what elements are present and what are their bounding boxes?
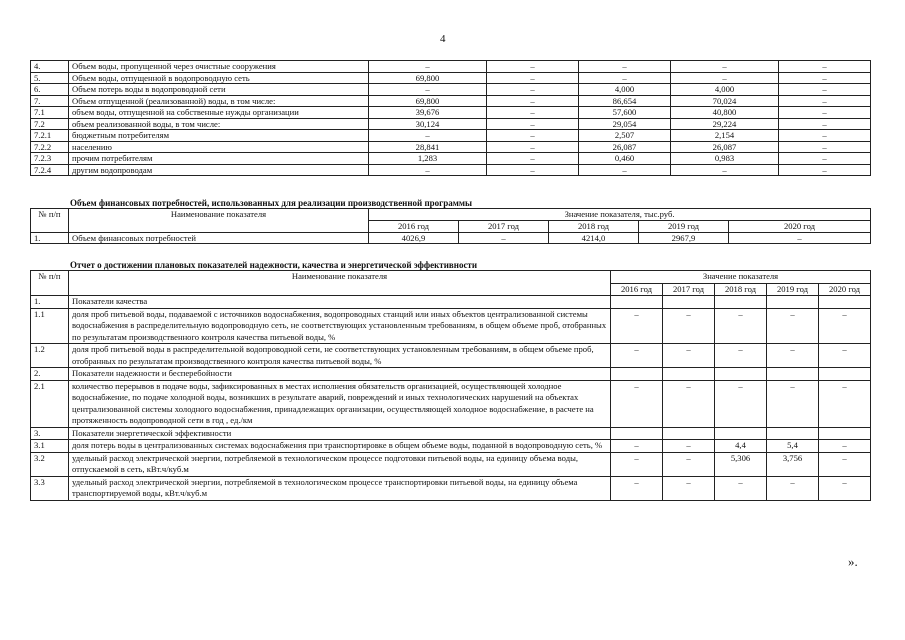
value-cell: 4,4 (715, 440, 767, 453)
row-number: 3.3 (31, 476, 69, 500)
report-year-header: 2020 год (819, 283, 871, 296)
value-cell: – (487, 72, 579, 84)
value-cell: – (663, 344, 715, 368)
value-cell (663, 296, 715, 309)
value-cell: 57,600 (579, 107, 671, 119)
report-year-header: 2016 год (611, 283, 663, 296)
row-name: населению (69, 141, 369, 153)
value-cell: – (663, 308, 715, 344)
row-number: 1.2 (31, 344, 69, 368)
row-name: Объем отпущенной (реализованной) воды, в том числе: (69, 95, 369, 107)
value-cell: 5,306 (715, 452, 767, 476)
report-year-header: 2018 год (715, 283, 767, 296)
value-cell: – (819, 476, 871, 500)
row-number: 1. (31, 232, 69, 244)
value-cell: 70,024 (671, 95, 779, 107)
table-row (31, 61, 871, 73)
row-number: 6. (31, 84, 69, 96)
value-cell: – (611, 452, 663, 476)
table-row (31, 141, 871, 153)
value-cell (663, 368, 715, 381)
value-cell: 28,841 (369, 141, 487, 153)
table-row (31, 476, 871, 500)
row-number: 3.2 (31, 452, 69, 476)
value-cell: – (779, 141, 871, 153)
value-cell: 4,000 (671, 84, 779, 96)
value-cell: – (671, 164, 779, 176)
table-row (31, 344, 871, 368)
table-row (31, 118, 871, 130)
finance-col-value: Значение показателя, тыс.руб. (369, 209, 871, 221)
row-number: 4. (31, 61, 69, 73)
value-cell: – (779, 153, 871, 165)
value-cell: 4,000 (579, 84, 671, 96)
report-year-header: 2019 год (767, 283, 819, 296)
table-row (31, 84, 871, 96)
value-cell: – (715, 344, 767, 368)
section-row (31, 427, 871, 440)
water-volume-table (30, 60, 871, 176)
row-number: 7.2 (31, 118, 69, 130)
finance-year-header: 2020 год (729, 221, 871, 233)
row-number: 1.1 (31, 308, 69, 344)
value-cell: 2967,9 (639, 232, 729, 244)
value-cell: – (663, 380, 715, 427)
value-cell: – (487, 130, 579, 142)
row-number: 3. (31, 427, 69, 440)
row-name: другим водопроводам (69, 164, 369, 176)
row-number: 7.2.4 (31, 164, 69, 176)
value-cell: – (671, 61, 779, 73)
value-cell: – (487, 141, 579, 153)
table-row (31, 452, 871, 476)
row-name: удельный расход электрической энергии, потребляемой в технологическом процессе подготовки питьевой воды, на единицу объема воды, отпускаемой в сеть, кВт.ч/куб.м (69, 452, 611, 476)
table-row (31, 153, 871, 165)
value-cell: – (487, 84, 579, 96)
section-name: Показатели энергетической эффективности (69, 427, 611, 440)
table-row (31, 440, 871, 453)
value-cell: 2,154 (671, 130, 779, 142)
table-row (31, 380, 871, 427)
row-name: Объем воды, пропущенной через очистные сооружения (69, 61, 369, 73)
section-row (31, 368, 871, 381)
value-cell: – (715, 380, 767, 427)
value-cell: – (779, 130, 871, 142)
row-name: удельный расход электрической энергии, потребляемой в технологическом процессе транспортировки питьевой воды, на единицу объема транспортируемой воды, кВт.ч/куб.м (69, 476, 611, 500)
finance-year-header: 2016 год (369, 221, 459, 233)
value-cell (611, 368, 663, 381)
value-cell: 26,087 (579, 141, 671, 153)
value-cell: 86,654 (579, 95, 671, 107)
row-name: доля проб питьевой воды, подаваемой с источников водоснабжения, водопроводных станций или иных объектов централизованной системы водоснабжения в распределительную водопроводную сеть, не соответствующих установленным требованиям, в общем объеме проб, отобранных по результатам производственного контроля качества питьевой воды, % (69, 308, 611, 344)
value-cell: 1,283 (369, 153, 487, 165)
finance-table (30, 208, 871, 244)
value-cell: – (767, 344, 819, 368)
value-cell: 4026,9 (369, 232, 459, 244)
value-cell: – (487, 164, 579, 176)
finance-title: Объем финансовых потребностей, использованных для реализации производственной программы (70, 198, 473, 208)
value-cell: 40,800 (671, 107, 779, 119)
value-cell: 2,507 (579, 130, 671, 142)
value-cell: – (671, 72, 779, 84)
value-cell: – (369, 130, 487, 142)
table-row (31, 72, 871, 84)
value-cell: – (611, 344, 663, 368)
value-cell: – (715, 476, 767, 500)
value-cell: – (579, 164, 671, 176)
finance-year-header: 2018 год (549, 221, 639, 233)
value-cell: 4214,0 (549, 232, 639, 244)
value-cell: – (369, 84, 487, 96)
value-cell: 39,676 (369, 107, 487, 119)
finance-col-num: № п/п (31, 209, 69, 233)
value-cell (767, 427, 819, 440)
finance-year-header: 2019 год (639, 221, 729, 233)
row-number: 5. (31, 72, 69, 84)
value-cell: 29,224 (671, 118, 779, 130)
table-row (31, 164, 871, 176)
value-cell: – (779, 61, 871, 73)
value-cell: – (487, 61, 579, 73)
value-cell: – (819, 452, 871, 476)
table-row (31, 308, 871, 344)
row-name: объем воды, отпущенной на собственные нужды организации (69, 107, 369, 119)
value-cell (767, 296, 819, 309)
indicators-table (30, 270, 871, 501)
value-cell: – (579, 72, 671, 84)
row-number: 3.1 (31, 440, 69, 453)
table-row (31, 107, 871, 119)
value-cell: – (779, 107, 871, 119)
row-name: прочим потребителям (69, 153, 369, 165)
value-cell (715, 427, 767, 440)
row-name: количество перерывов в подаче воды, зафиксированных в местах исполнения обязательств организацией, осуществляющей холодное водоснабжение, по подаче холодной воды, возникших в результате аварий, повреждений и иных технологических нарушений на объектах централизованной системы холодного водоснабжения, принадлежащих организации, осуществляющей холодное водоснабжение, в расчете на протяженность водопроводной сети в год , ед./км (69, 380, 611, 427)
value-cell: – (487, 107, 579, 119)
value-cell: 30,124 (369, 118, 487, 130)
value-cell: – (779, 95, 871, 107)
value-cell: – (767, 308, 819, 344)
value-cell: – (487, 118, 579, 130)
value-cell: – (819, 380, 871, 427)
value-cell: – (487, 95, 579, 107)
value-cell: – (487, 153, 579, 165)
table-row (31, 232, 871, 244)
finance-col-name: Наименование показателя (69, 209, 369, 233)
value-cell (819, 368, 871, 381)
value-cell: – (819, 308, 871, 344)
row-name: объем реализованной воды, в том числе: (69, 118, 369, 130)
value-cell: – (459, 232, 549, 244)
value-cell: 69,800 (369, 95, 487, 107)
value-cell: 5,4 (767, 440, 819, 453)
row-number: 7.1 (31, 107, 69, 119)
section-name: Показатели надежности и бесперебойности (69, 368, 611, 381)
value-cell: – (611, 380, 663, 427)
value-cell: – (779, 84, 871, 96)
row-number: 2. (31, 368, 69, 381)
report-year-header: 2017 год (663, 283, 715, 296)
section-row (31, 296, 871, 309)
value-cell (715, 368, 767, 381)
section-name: Показатели качества (69, 296, 611, 309)
table-row (31, 130, 871, 142)
value-cell: – (715, 308, 767, 344)
value-cell: 29,054 (579, 118, 671, 130)
value-cell (819, 427, 871, 440)
value-cell: – (729, 232, 871, 244)
value-cell: – (663, 476, 715, 500)
row-number: 2.1 (31, 380, 69, 427)
row-name: Объем потерь воды в водопроводной сети (69, 84, 369, 96)
row-name: Объем воды, отпущенной в водопроводную сеть (69, 72, 369, 84)
row-name: доля проб питьевой воды в распределительной водопроводной сети, не соответствующих установленным требованиям, в общем объеме проб, отобранных по результатам производственного контроля качества питьевой воды, % (69, 344, 611, 368)
value-cell: – (369, 164, 487, 176)
value-cell: – (779, 118, 871, 130)
value-cell: – (767, 380, 819, 427)
row-number: 7.2.1 (31, 130, 69, 142)
value-cell: – (819, 440, 871, 453)
row-name: бюджетным потребителям (69, 130, 369, 142)
value-cell: – (779, 72, 871, 84)
value-cell: 69,800 (369, 72, 487, 84)
value-cell: – (779, 164, 871, 176)
row-number: 1. (31, 296, 69, 309)
row-number: 7.2.2 (31, 141, 69, 153)
value-cell: – (767, 476, 819, 500)
value-cell: – (611, 308, 663, 344)
value-cell: – (819, 344, 871, 368)
row-number: 7. (31, 95, 69, 107)
report-col-num: № п/п (31, 271, 69, 296)
report-col-name: Наименование показателя (69, 271, 611, 296)
row-number: 7.2.3 (31, 153, 69, 165)
value-cell (819, 296, 871, 309)
value-cell: 26,087 (671, 141, 779, 153)
value-cell (767, 368, 819, 381)
row-name: доля потерь воды в централизованных системах водоснабжения при транспортировке в общем объеме воды, поданной в водопроводную сеть, % (69, 440, 611, 453)
value-cell (715, 296, 767, 309)
value-cell: – (369, 61, 487, 73)
value-cell: 0,983 (671, 153, 779, 165)
value-cell: – (663, 452, 715, 476)
page-number: 4 (440, 33, 446, 45)
row-name: Объем финансовых потребностей (69, 232, 369, 244)
value-cell: 0,460 (579, 153, 671, 165)
report-col-value: Значение показателя (611, 271, 871, 284)
value-cell: – (611, 476, 663, 500)
finance-year-header: 2017 год (459, 221, 549, 233)
value-cell (611, 427, 663, 440)
report-title: Отчет о достижении плановых показателей надежности, качества и энергетической эффективности (70, 260, 478, 270)
table-row (31, 95, 871, 107)
closing-quote: ». (848, 554, 858, 569)
value-cell (611, 296, 663, 309)
value-cell: – (663, 440, 715, 453)
value-cell (663, 427, 715, 440)
value-cell: – (579, 61, 671, 73)
value-cell: – (611, 440, 663, 453)
value-cell: 3,756 (767, 452, 819, 476)
